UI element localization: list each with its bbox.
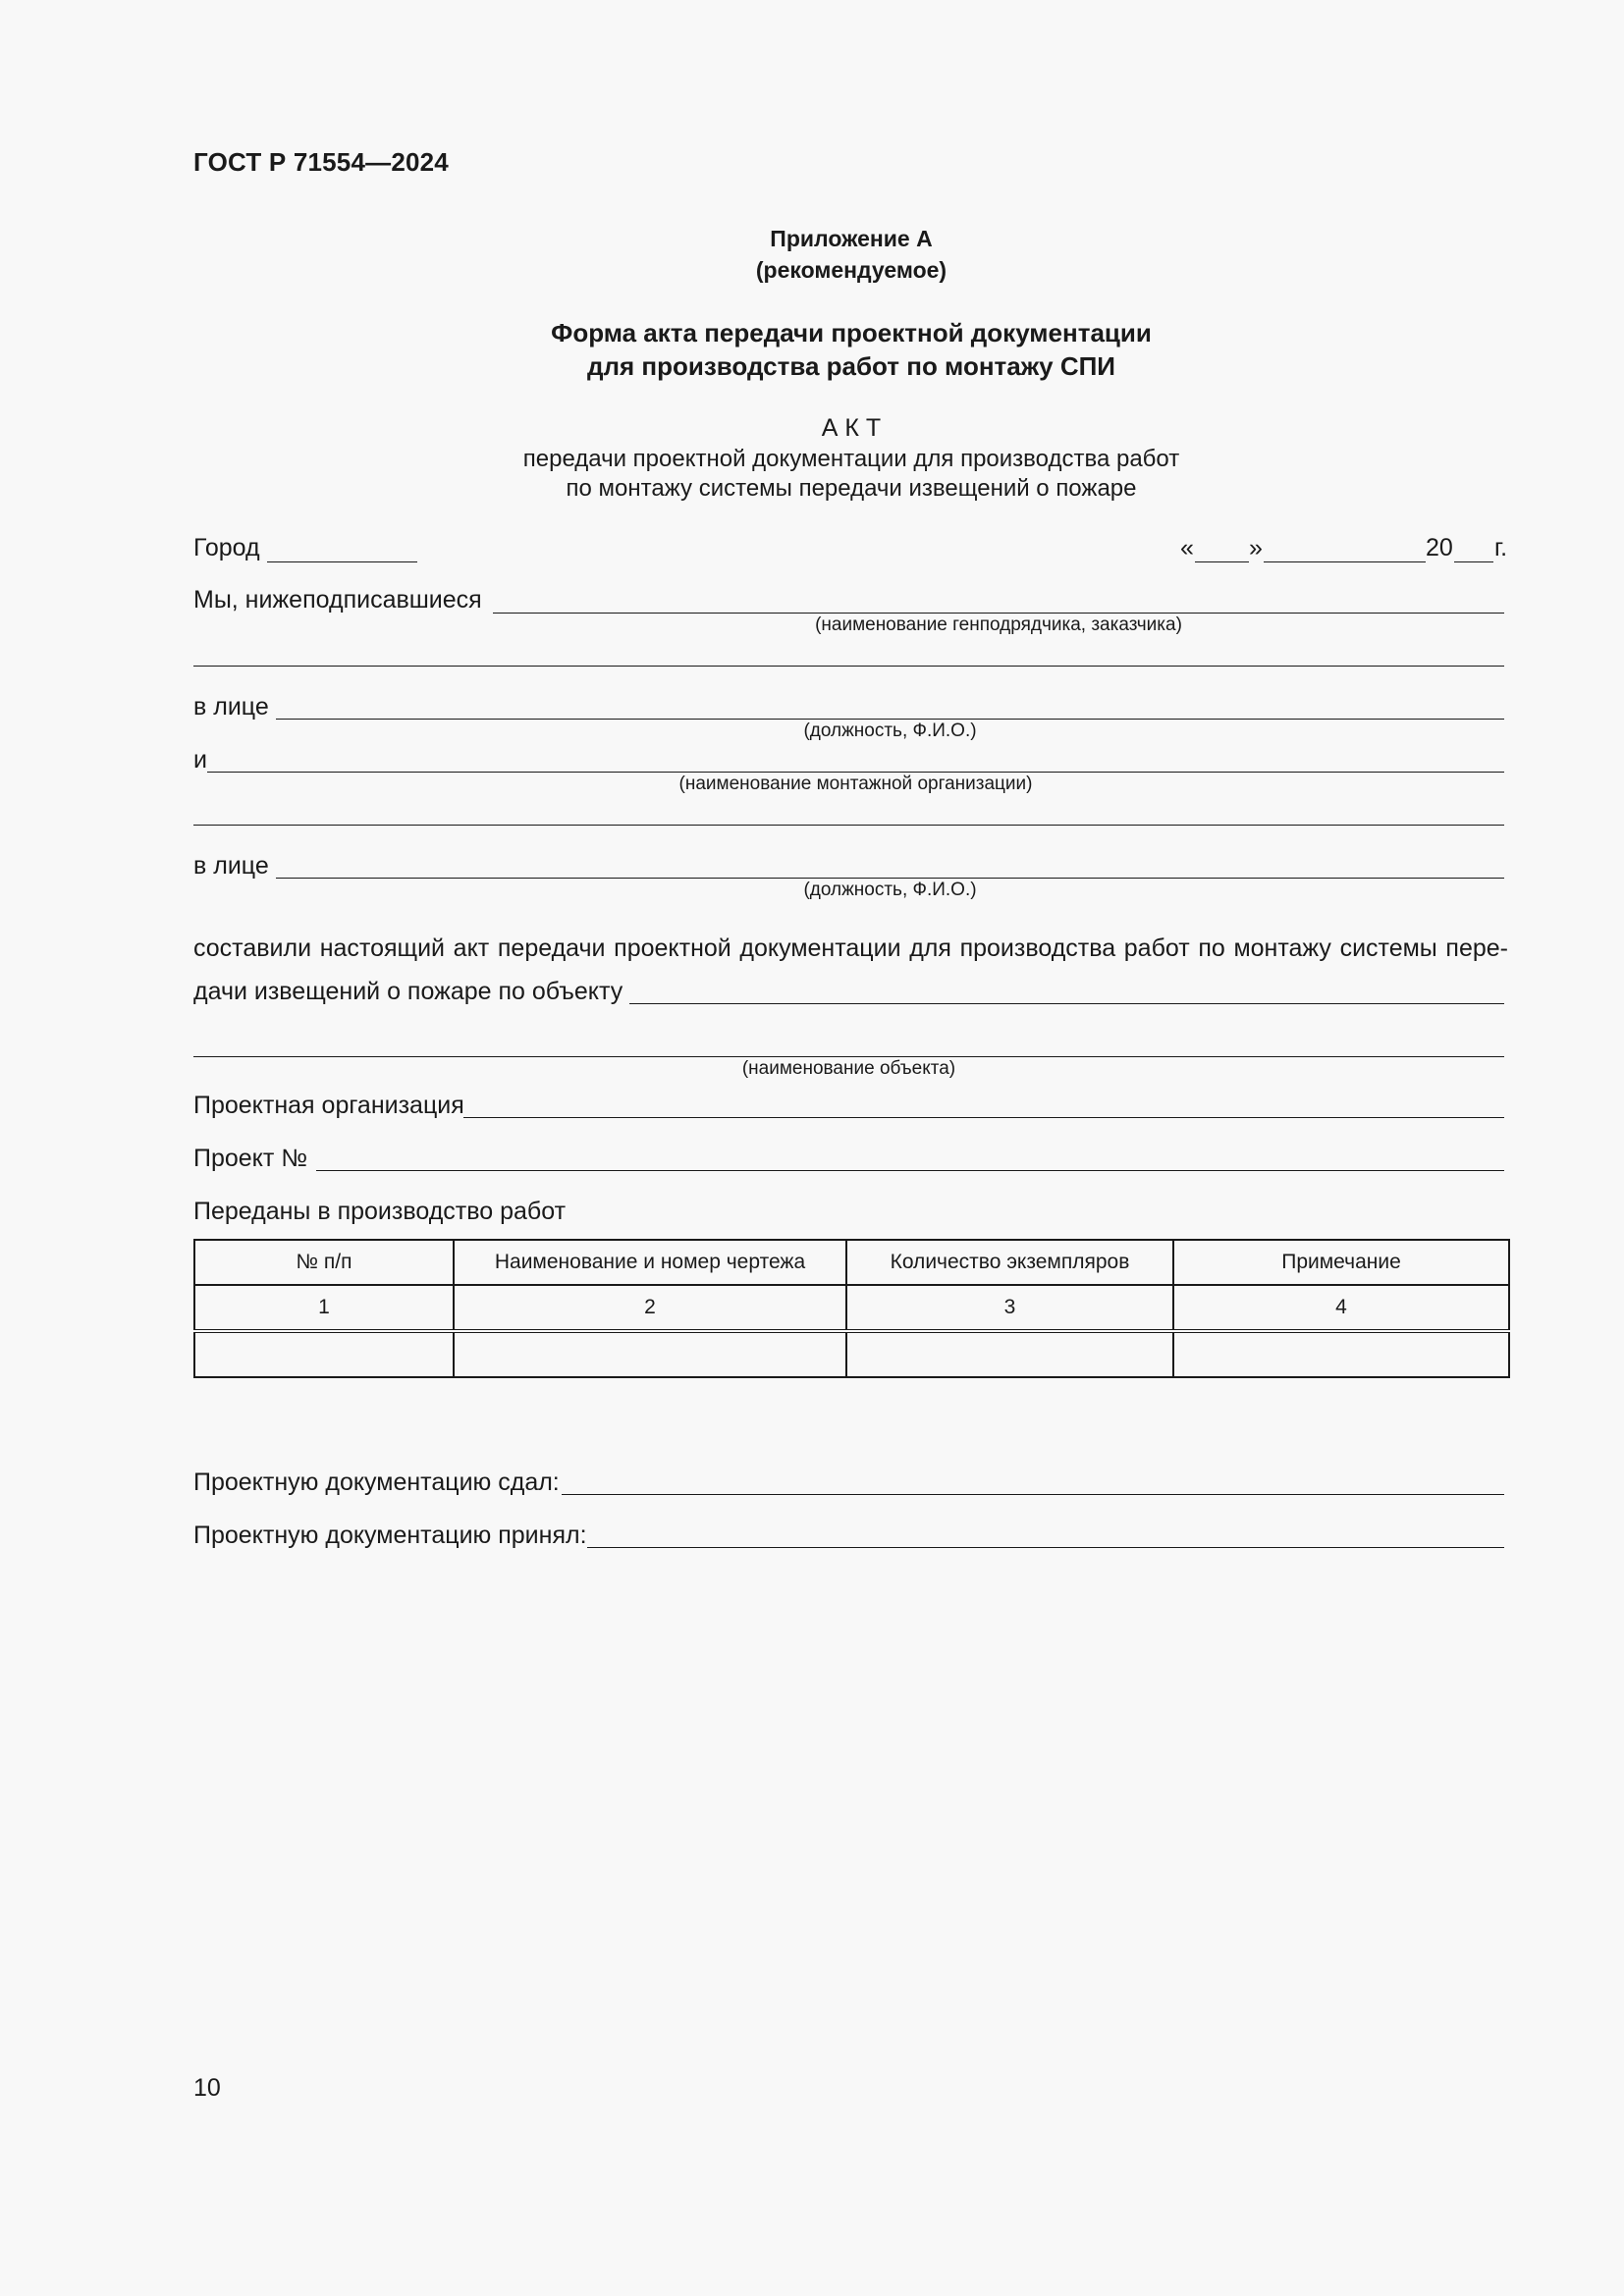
- city-field[interactable]: [267, 561, 417, 562]
- representative-caption-1: (должность, Ф.И.О.): [803, 721, 977, 741]
- table-header-cell: Количество экземпляров: [846, 1240, 1173, 1285]
- act-subtitle-line1: передачи проектной документации для производства работ: [522, 446, 1180, 472]
- and-label: и: [193, 746, 207, 774]
- contractor-field[interactable]: [493, 613, 1504, 614]
- page-number: 10: [193, 2074, 221, 2102]
- project-number-field[interactable]: [316, 1170, 1504, 1171]
- table-header-cell: Примечание: [1173, 1240, 1509, 1285]
- object-field-continued[interactable]: [193, 1056, 1504, 1057]
- standard-code: ГОСТ Р 71554—2024: [193, 147, 449, 177]
- date-month-field[interactable]: [1264, 561, 1426, 562]
- act-word: А К Т: [821, 414, 882, 442]
- handed-over-label: Проектную документацию сдал:: [193, 1468, 560, 1496]
- appendix-status: (рекомендуемое): [755, 257, 947, 283]
- date-open-quote: «: [1180, 534, 1194, 561]
- installer-field-continued[interactable]: [193, 825, 1504, 826]
- handed-over-field[interactable]: [562, 1494, 1504, 1495]
- contractor-field-continued[interactable]: [193, 666, 1504, 667]
- design-org-label: Проектная организация: [193, 1092, 464, 1119]
- table-header-row: [194, 1240, 1509, 1285]
- contractor-caption: (наименование генподрядчика, заказчика): [815, 614, 1182, 635]
- table-number-cell: 4: [1173, 1285, 1509, 1331]
- table-cell-empty[interactable]: [846, 1331, 1173, 1377]
- city-label: Город: [193, 534, 260, 561]
- table-number-cell: 1: [194, 1285, 454, 1331]
- date-close-quote: »: [1249, 534, 1263, 561]
- appendix-title: Приложение А: [770, 226, 933, 251]
- accepted-field[interactable]: [587, 1547, 1504, 1548]
- representative-caption-2: (должность, Ф.И.О.): [803, 880, 977, 900]
- represented-by-label-2: в лице: [193, 852, 269, 880]
- table-row: [194, 1331, 1509, 1377]
- date-day-field[interactable]: [1195, 561, 1249, 562]
- table-cell-empty[interactable]: [454, 1331, 846, 1377]
- installer-caption: (наименование монтажной организации): [678, 774, 1033, 794]
- body-text-line2: дачи извещений о пожаре по объекту: [193, 978, 623, 1005]
- object-caption: (наименование объекта): [741, 1058, 956, 1079]
- form-title-line1: Форма акта передачи проектной документации: [551, 318, 1152, 347]
- form-title-line2: для производства работ по монтажу СПИ: [587, 351, 1115, 381]
- date-year-suffix: г.: [1494, 534, 1508, 561]
- accepted-label: Проектную документацию принял:: [193, 1522, 587, 1549]
- object-field[interactable]: [629, 1003, 1504, 1004]
- project-number-label: Проект №: [193, 1145, 308, 1172]
- date-year-field[interactable]: [1454, 561, 1493, 562]
- act-subtitle-line2: по монтажу системы передачи извещений о пожаре: [566, 475, 1137, 502]
- drawings-table: [193, 1239, 1510, 1378]
- represented-by-label-1: в лице: [193, 693, 269, 721]
- table-header-cell: № п/п: [194, 1240, 454, 1285]
- table-number-cell: 2: [454, 1285, 846, 1331]
- undersigned-label: Мы, нижеподписавшиеся: [193, 586, 482, 614]
- table-header-cell: Наименование и номер чертежа: [454, 1240, 846, 1285]
- installer-field[interactable]: [207, 772, 1504, 773]
- table-numbering-row: [194, 1285, 1509, 1331]
- body-text-line1: составили настоящий акт передачи проектной документации для производства работ по монтажу системы пере-: [193, 934, 1508, 962]
- design-org-field[interactable]: [463, 1117, 1504, 1118]
- table-number-cell: 3: [846, 1285, 1173, 1331]
- installer-representative-field[interactable]: [276, 878, 1504, 879]
- contractor-representative-field[interactable]: [276, 719, 1504, 720]
- transferred-label: Переданы в производство работ: [193, 1198, 567, 1225]
- table-cell-empty[interactable]: [1173, 1331, 1509, 1377]
- table-cell-empty[interactable]: [194, 1331, 454, 1377]
- date-year-prefix: 20: [1426, 534, 1453, 561]
